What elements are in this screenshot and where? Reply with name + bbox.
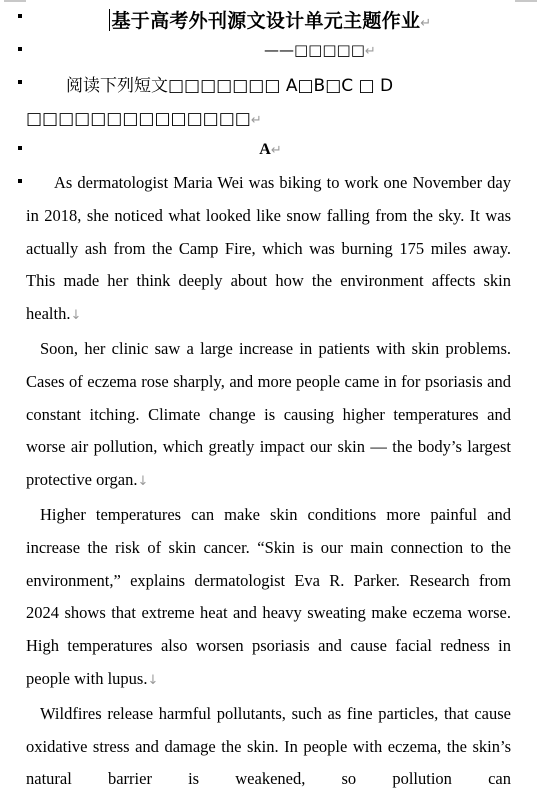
line-break-mark: ↓ [137,474,149,490]
passage-body [26,167,511,796]
passage-paragraph-text: Higher temperatures can make skin conditions more painful and increase the risk of skin cancer. “Skin is our main connection to the environment,” explains dermatologist Eva R. Parker. Research from 2024 shows that extreme heat and heavy sweating make eczema worse. High temperatures also worsen psoriasis and cause facial redness in people with lupus. [26,504,511,688]
reading-instruction-text: 阅读下列短文□□□□□□□ A□B□C □ D □□□□□□□□□□□□□□ [26,76,394,129]
passage-paragraph [26,167,511,333]
passage-paragraph [26,698,511,796]
line-break-mark: ↓ [147,672,159,688]
document-subtitle [264,41,376,59]
passage-label-text: A [259,141,271,158]
passage-paragraph [26,333,511,499]
paragraph-bullet [18,80,22,84]
paragraph-bullet [18,47,22,51]
page-corner-marker [4,0,26,2]
line-break-mark: ↓ [70,308,82,324]
document-title-text: 基于高考外刊源文设计单元主题作业 [111,10,421,32]
paragraph-mark: ↵ [364,44,376,59]
reading-instruction [26,70,514,137]
passage-paragraph-text: Soon, her clinic saw a large increase in patients with skin problems. Cases of eczema rose sharply, and more people came in for psoriasis and constant itching. Climate change is causing higher temperatures and worse air pollution, which greatly impact our skin — the body’s largest protective organ. [26,338,511,490]
paragraph-mark: ↵ [270,143,282,158]
passage-paragraph [26,499,511,698]
paragraph-bullet [18,179,22,183]
passage-label [0,141,541,159]
passage-paragraph-text: Wildfires release harmful pollutants, such as fine particles, that cause oxidative stress and damage the skin. In people with eczema, the skin’s natural barrier is weakened, so pollution can [26,703,511,789]
document-subtitle-text: ——□□□□□ [264,41,365,59]
paragraph-mark: ↵ [250,113,262,128]
passage-paragraph-text: As dermatologist Maria Wei was biking to work one November day in 2018, she noticed what looked like snow falling from the sky. It was actually ash from the Camp Fire, which was burning 175 miles away. This made her think deeply about how the environment affects skin health. [26,173,511,324]
page-corner-marker [515,0,537,2]
paragraph-mark: ↵ [420,16,432,31]
document-title[interactable] [0,6,541,33]
